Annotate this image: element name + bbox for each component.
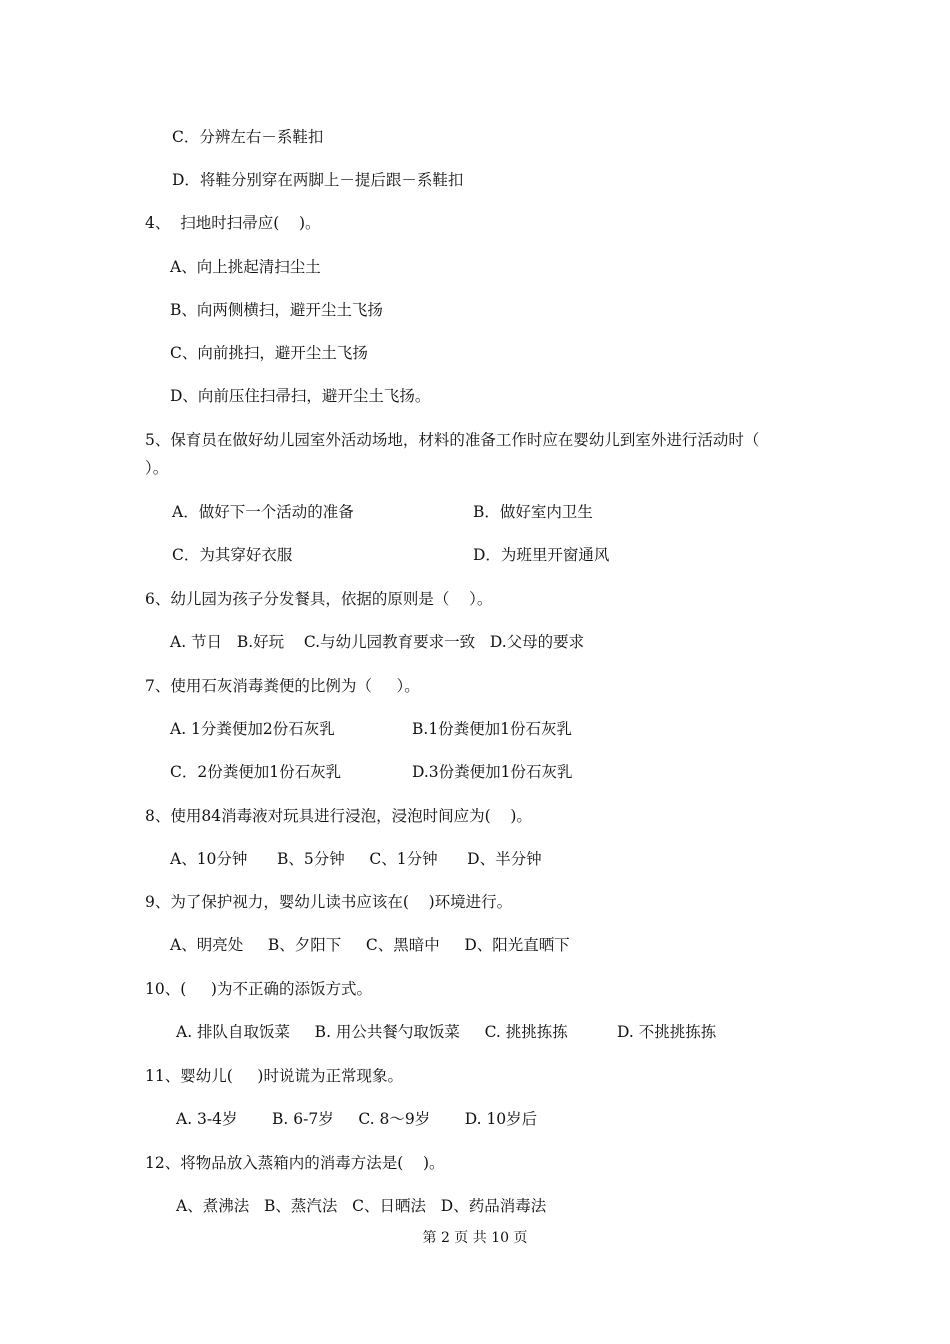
page-footer: 第 2 页 共 10 页 — [422, 1230, 528, 1246]
q12-options: A、煮沸法 B、蒸汽法 C、日晒法 D、药品消毒法 — [176, 1197, 547, 1215]
q4-option-c: C、向前挑扫，避开尘土飞扬 — [170, 344, 368, 362]
q7-option-d: D.3份粪便加1份石灰乳 — [412, 763, 573, 781]
q10-options: A. 排队自取饭菜 B. 用公共餐勺取饭菜 C. 挑挑拣拣 D. 不挑挑拣拣 — [176, 1023, 717, 1041]
q8-options: A、10分钟 B、5分钟 C、1分钟 D、半分钟 — [170, 850, 542, 868]
q10-question: 10、( )为不正确的添饭方式。 — [145, 980, 372, 998]
q12-question: 12、将物品放入蒸箱内的消毒方法是( )。 — [145, 1154, 445, 1172]
q6-question: 6、幼儿园为孩子分发餐具，依据的原则是（ ）。 — [145, 590, 493, 608]
q4-question: 4、 扫地时扫帚应( )。 — [145, 214, 321, 232]
q3-option-d: D．将鞋分别穿在两脚上－提后跟－系鞋扣 — [172, 171, 464, 189]
q5-question-cont: ）。 — [145, 459, 169, 477]
q7-option-b: B.1份粪便加1份石灰乳 — [412, 720, 573, 738]
q7-option-a: A. 1分粪便加2份石灰乳 — [170, 720, 335, 738]
q5-option-d: D．为班里开窗通风 — [473, 546, 610, 564]
q5-option-c: C．为其穿好衣服 — [172, 546, 293, 564]
q9-question: 9、为了保护视力，婴幼儿读书应该在( )环境进行。 — [145, 893, 513, 911]
q6-options: A. 节日 B.好玩 C.与幼儿园教育要求一致 D.父母的要求 — [170, 633, 585, 651]
q11-options: A. 3-4岁 B. 6-7岁 C. 8～9岁 D. 10岁后 — [176, 1110, 538, 1128]
q4-option-b: B、向两侧横扫，避开尘土飞扬 — [170, 301, 383, 319]
q8-question: 8、使用84消毒液对玩具进行浸泡，浸泡时间应为( )。 — [145, 807, 532, 825]
q4-option-a: A、向上挑起清扫尘土 — [170, 258, 321, 276]
q5-option-b: B．做好室内卫生 — [473, 503, 593, 521]
q4-option-d: D、向前压住扫帚扫，避开尘土飞扬。 — [170, 387, 431, 405]
q9-options: A、明亮处 B、夕阳下 C、黑暗中 D、阳光直晒下 — [170, 936, 570, 954]
q11-question: 11、婴幼儿( )时说谎为正常现象。 — [145, 1067, 403, 1085]
q7-question: 7、使用石灰消毒粪便的比例为（ ）。 — [145, 677, 420, 695]
q5-question: 5、保育员在做好幼儿园室外活动场地，材料的准备工作时应在婴幼儿到室外进行活动时（ — [145, 431, 760, 449]
q5-option-a: A．做好下一个活动的准备 — [172, 503, 354, 521]
q7-option-c: C．2份粪便加1份石灰乳 — [170, 763, 342, 781]
q3-option-c: C．分辨左右－系鞋扣 — [172, 128, 324, 146]
